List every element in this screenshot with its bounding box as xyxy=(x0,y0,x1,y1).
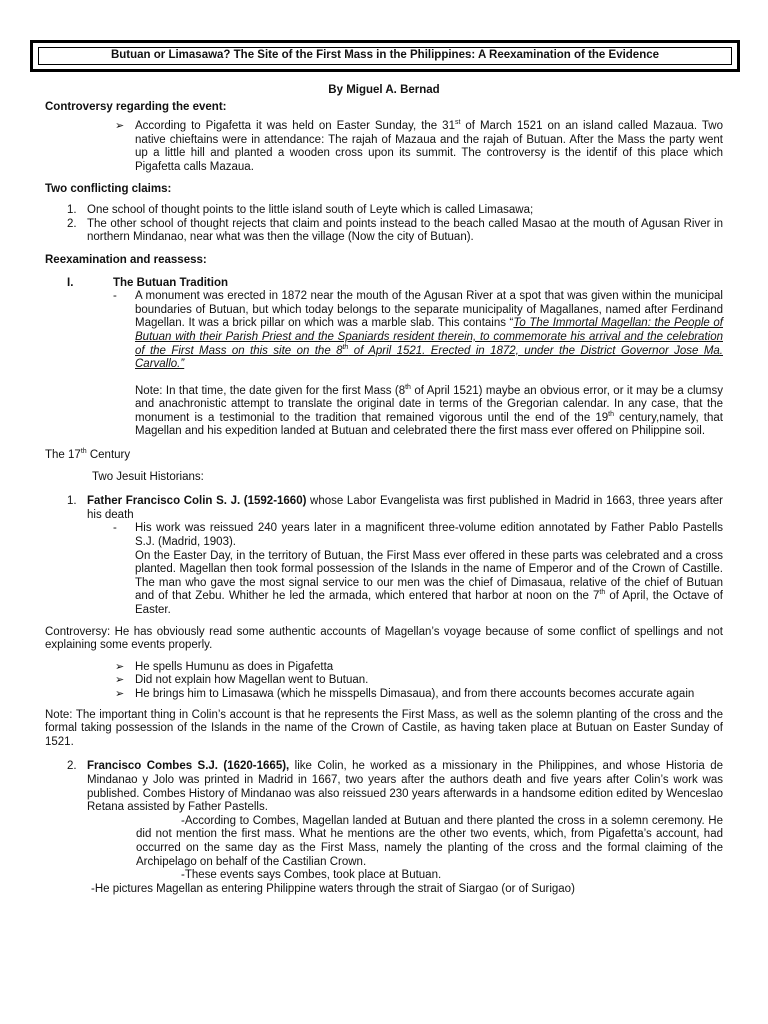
arrow-bullet-icon: ➢ xyxy=(115,674,125,687)
arrow-bullet-icon: ➢ xyxy=(115,687,125,700)
colin-quote: On the Easter Day, in the territory of Butuan, the First Mass ever offered in these parts was celebrated and a cross planted. Magellan then took formal possession of the Islands in the name of Emperor and of the Crown of Castille. The man who gave the most signal service to our men was the chief of Dimasaua, relative of the chief of Butuan and of that Zebu. Whither he led the armada, which entered that harbor at noon on the 7th of April, the Octave of Easter. xyxy=(135,549,723,616)
combes-paragraph: -These events says Combes, took place at Butuan. xyxy=(181,869,442,882)
bullet-item: ➢ He spells Humunu as does in Pigafetta xyxy=(115,660,334,673)
monument-paragraph: A monument was erected in 1872 near the mouth of the Agusan River at a spot that was given within the municipal boundaries of Butuan, but which today belongs to the separate municipality of Magallanes, named after Ferdinand Magellan. It was a brick pillar on which was a marble slab. This contains “To The Immortal Magellan: the People of Butuan with their Parish Priest and the Spaniards resident therein, to commemorate his arrival and the celebration of the First Mass on this site on the 8th of April 1521. Erected in 1872, under the District Governor Jose Ma. Carvallo.” xyxy=(135,290,723,371)
bullet-item: ➢ He brings him to Limasawa (which he misspells Dimasaua), and from there accounts becomes accurate again xyxy=(115,687,695,700)
bullet-item: ➢ Did not explain how Magellan went to Butuan. xyxy=(115,674,369,687)
byline: By Miguel A. Bernad xyxy=(328,84,440,96)
colin-note: Note: The important thing in Colin’s account is that he represents the First Mass, as well as the solemn planting of the cross and the formal taking possession of the Islands in the name of the Crown of Castile, as having taken place at Butuan on Easter Sunday of 1521. xyxy=(45,708,723,748)
title-box xyxy=(30,40,740,72)
heading-controversy: Controversy regarding the event: xyxy=(45,100,227,113)
colin-bullets xyxy=(115,661,723,702)
combes-entry: 2. Francisco Combes S.J. (1620-1665), like Colin, he worked as a missionary in the Philippines, and whose Historia de Mindanao y Jolo was printed in Madrid in 1667, two years after the authors death and five years after Colin’s work was published. Combes History of Mindanao was also reissued 230 years afterwards in a handsome edition edited by Wenceslao Retana assisted by Father Pastells. xyxy=(67,760,724,814)
colin-entry: 1. Father Francisco Colin S. J. (1592-1660) whose Labor Evangelista was first published in Madrid in 1663, three years after his death xyxy=(67,495,723,521)
list-item: 1. One school of thought points to the little island south of Leyte which is called Limasawa; xyxy=(67,204,534,217)
arrow-bullet-icon: ➢ xyxy=(115,120,125,133)
monument-note: Note: In that time, the date given for the first Mass (8th of April 1521) maybe an obvious error, or it may be a clumsy and anachronistic attempt to translate the original date in terms of the Gregorian calendar. In any case, that the monument is a testimonial to the tradition that remained vigorous until the end of the 19th century,namely, that Magellan and his expedition landed at Butuan and celebrated there the first mass ever offered on Philippine soil. xyxy=(135,383,723,438)
claims-list xyxy=(67,204,723,245)
dash-item: - His work was reissued 240 years later in a magnificent three-volume edition annotated by Father Pablo Pastells S.J. (Madrid, 1903). On the Easter Day, in the territory of Butuan, the First Mass ever offered in these parts was celebrated and a cross planted. Magellan then took formal possession of the Islands in the name of Emperor and of the Crown of Castille. The man who gave the most signal service to our men was the chief of Dimasaua, relative of the chief of Butuan and of that Zebu. Whither he led the armada, which entered that harbor at noon on the 7th of April, the Octave of Easter. xyxy=(113,522,723,616)
combes-paragraph: -He pictures Magellan as entering Philippine waters through the strait of Siargao (or of Surigao) xyxy=(91,882,575,895)
heading-17th-century: The 17th Century xyxy=(45,448,131,462)
document-body xyxy=(45,84,723,896)
arrow-bullet-icon: ➢ xyxy=(115,660,125,673)
heading-claims: Two conflicting claims: xyxy=(45,182,172,195)
dash-item: - A monument was erected in 1872 near the mouth of the Agusan River at a spot that was given within the municipal boundaries of Butuan, but which today belongs to the separate municipality of Magallanes, named after Ferdinand Magellan. It was a brick pillar on which was a marble slab. This contains “To The Immortal Magellan: the People of Butuan with their Parish Priest and the Spaniards resident therein, to commemorate his arrival and the celebration of the First Mass on this site on the 8th of April 1521. Erected in 1872, under the District Governor Jose Ma. Carvallo.” Note: In that time, the date given for the first Mass (8th of April 1521) maybe an obvious error, or it may be a clumsy and anachronistic attempt to translate the original date in terms of the Gregorian calendar. In any case, that the monument is a testimonial to the tradition that remained vigorous until the end of the 19th century,namely, that Magellan and his expedition landed at Butuan and celebrated there the first mass ever offered on Philippine soil. xyxy=(113,290,723,438)
section-butuan-tradition: I. The Butuan Tradition xyxy=(67,276,228,289)
document-title: Butuan or Limasawa? The Site of the First Mass in the Philippines: A Reexamination of the Evidence xyxy=(38,47,732,65)
list-item: 2. The other school of thought rejects that claim and points instead to the beach called Masao at the mouth of Agusan River in northern Mindanao, near what was then the village (Now the city of Butuan). xyxy=(67,217,723,244)
bullet-text: According to Pigafetta it was held on Easter Sunday, the 31st of March 1521 on an island called Mazaua. Two native chieftains were in attendance: The rajah of Mazaua and the rajah of Butuan. After the Mass the party went up a little hill and planted a wooden cross upon its summit. The controversy is the identif of this place which Pigafetta calls Mazaua. xyxy=(135,119,723,173)
controversy-paragraph: Controversy: He has obviously read some authentic accounts of Magellan’s voyage because of some conflict of spellings and not explaining some events properly. xyxy=(45,625,723,652)
bullet-item xyxy=(115,120,723,174)
heading-reexamination: Reexamination and reassess: xyxy=(45,253,207,266)
combes-paragraph: -According to Combes, Magellan landed at Butuan and there planted the cross in a solemn ceremony. He did not mention the first mass. What he mentions are the other two events, which, from Pigafetta’s account, had occurred on the same day as the First Mass, namely the planting of the cross and the formal claiming of the Archipelago on behalf of the Castilian Crown. xyxy=(136,814,723,868)
subheading-jesuit-historians: Two Jesuit Historians: xyxy=(92,470,204,483)
